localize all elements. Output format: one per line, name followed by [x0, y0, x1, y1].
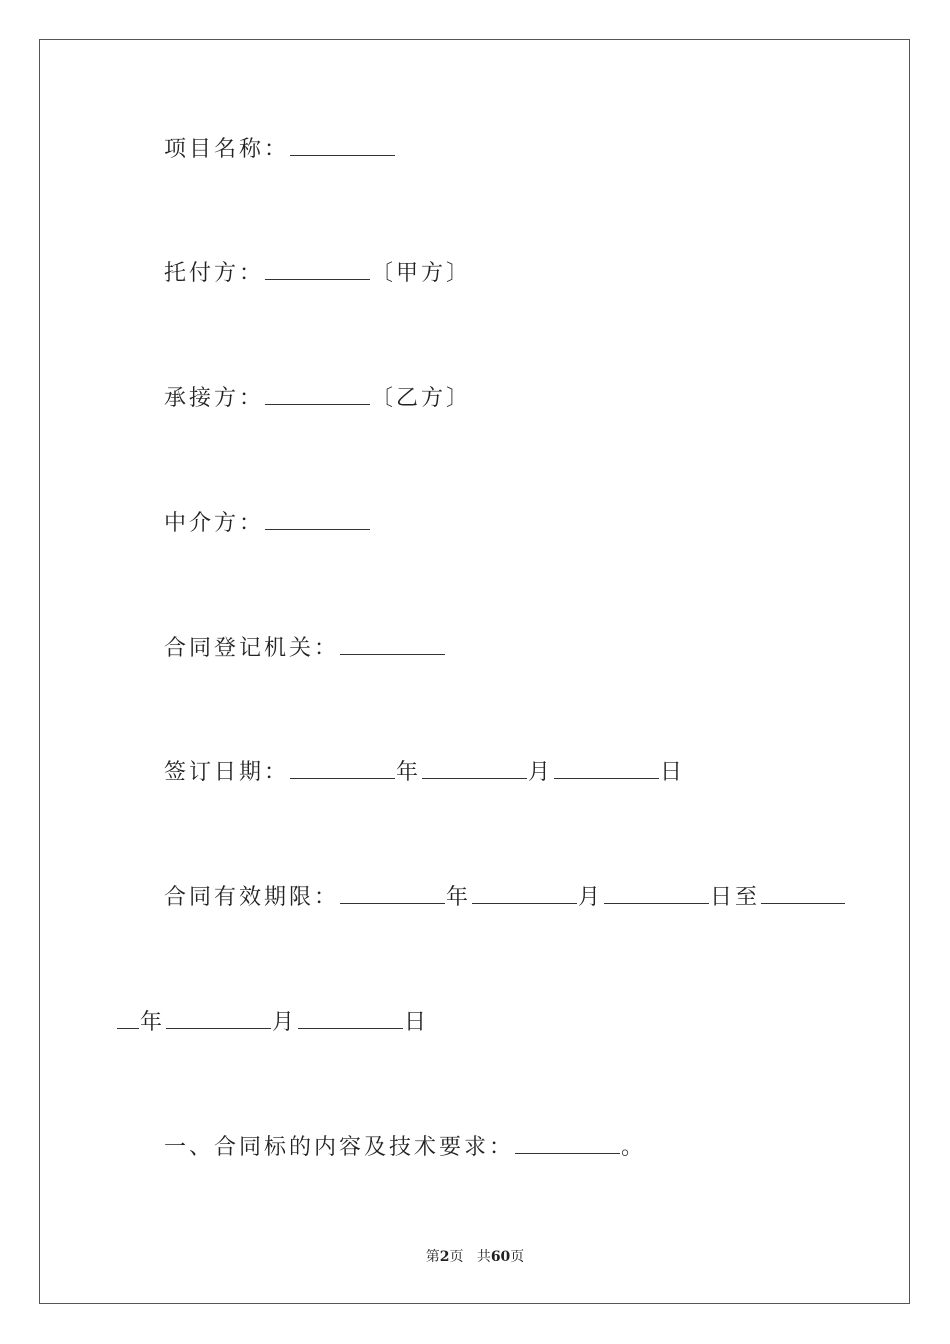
- sign-year-unit: 年: [396, 760, 422, 785]
- page-footer: [0, 1246, 950, 1266]
- validity-end-month-blank[interactable]: [166, 1008, 271, 1029]
- footer-total-prefix: 共: [476, 1249, 491, 1265]
- contractor-blank[interactable]: [265, 384, 370, 405]
- registry-line: [164, 634, 446, 664]
- sign-month-blank[interactable]: [422, 758, 527, 779]
- sign-date-line: [164, 758, 685, 788]
- section-1-heading: 一、合同标的内容及技术要求：: [164, 1135, 515, 1160]
- section-1-blank[interactable]: [515, 1133, 620, 1154]
- intermediary-label: 中介方：: [164, 511, 265, 536]
- contractor-note: 〔乙方〕: [371, 386, 472, 411]
- sign-month-unit: 月: [528, 760, 554, 785]
- validity-continuation-line: [116, 1008, 429, 1038]
- section-1-line: [164, 1133, 646, 1163]
- footer-total-suffix: 页: [510, 1249, 525, 1265]
- client-note: 〔甲方〕: [371, 261, 472, 286]
- validity-end-year-unit: 年: [140, 1010, 166, 1035]
- registry-blank[interactable]: [340, 634, 445, 655]
- project-name-line: [164, 135, 396, 165]
- validity-start-day-unit: 日至: [710, 885, 761, 910]
- sign-day-blank[interactable]: [554, 758, 659, 779]
- validity-start-year-blank[interactable]: [340, 883, 445, 904]
- intermediary-blank[interactable]: [265, 509, 370, 530]
- project-name-label: 项目名称：: [164, 137, 290, 162]
- client-line: [164, 259, 471, 289]
- validity-end-month-unit: 月: [272, 1010, 298, 1035]
- page-border: [39, 39, 910, 1304]
- validity-label: 合同有效期限：: [164, 885, 340, 910]
- validity-end-year-blank-part1[interactable]: [761, 883, 845, 904]
- validity-end-day-blank[interactable]: [298, 1008, 403, 1029]
- validity-start-day-blank[interactable]: [604, 883, 709, 904]
- sign-year-blank[interactable]: [290, 758, 395, 779]
- sign-date-label: 签订日期：: [164, 760, 290, 785]
- registry-label: 合同登记机关：: [164, 636, 340, 661]
- validity-end-year-blank-part2[interactable]: [117, 1008, 139, 1029]
- footer-page-suffix: 页: [449, 1249, 464, 1265]
- contractor-line: [164, 384, 471, 414]
- footer-page-number: 2: [439, 1249, 450, 1265]
- footer-total-pages: 60: [490, 1249, 511, 1265]
- contractor-label: 承接方：: [164, 386, 265, 411]
- sign-day-unit: 日: [660, 760, 686, 785]
- validity-start-month-blank[interactable]: [472, 883, 577, 904]
- validity-start-year-unit: 年: [446, 885, 472, 910]
- footer-prefix: 第: [425, 1249, 440, 1265]
- project-name-blank[interactable]: [290, 135, 395, 156]
- section-1-end-mark: 。: [621, 1135, 647, 1160]
- intermediary-line: [164, 509, 371, 539]
- client-blank[interactable]: [265, 259, 370, 280]
- client-label: 托付方：: [164, 261, 265, 286]
- validity-start-month-unit: 月: [578, 885, 604, 910]
- validity-line: [164, 883, 846, 913]
- validity-end-day-unit: 日: [404, 1010, 430, 1035]
